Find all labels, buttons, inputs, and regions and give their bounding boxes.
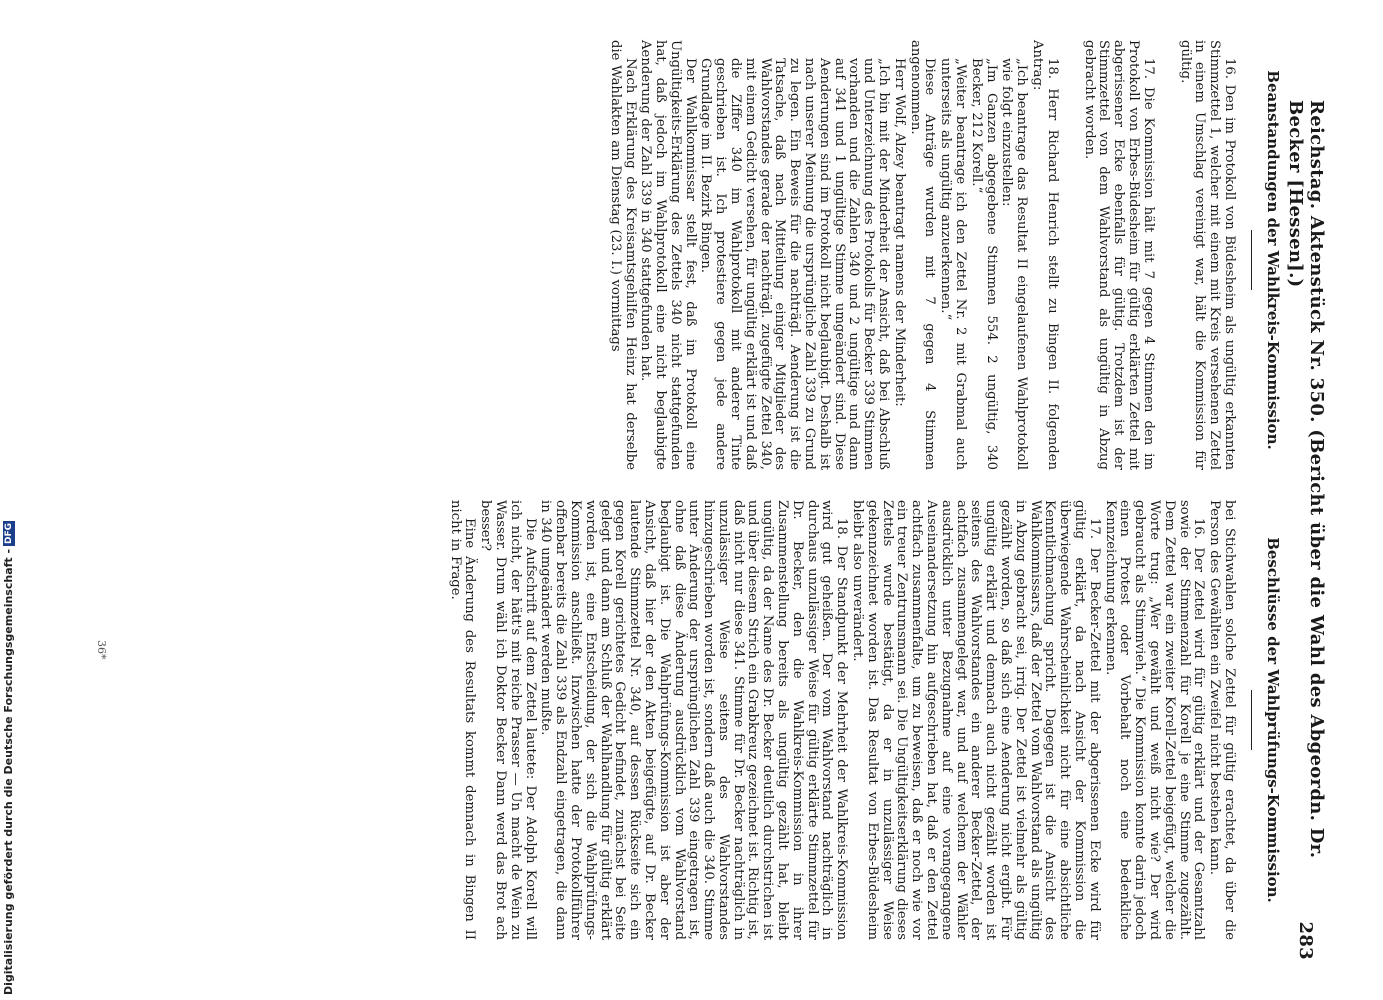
dfg-logo: DFG (4, 522, 14, 544)
paragraph: 18. Der Standpunkt der Mehrheit der Wahlkreis-Kommission wird gut geheißen. Der vom Wahlvorstand nachträglich in durchaus unzulässiger Weise für gültig erklärte Stimmzettel für Dr. Becker, den die Wahlkreis-Kommission in ihrer Zusammenstellung bereits als ungültig gezählt hat, bleibt ungültig, da der Name des Dr. Becker deutlich durchstrichen ist und über diesem Strich ein Grabkreuz gezeichnet ist. Richtig ist, daß nicht nur diese 341. Stimme für Dr. Becker nachträglich in unzulässiger Weise seitens des Wahlvorstandes hinzugeschrieben worden ist, sondern daß auch die 340. Stimme unter Änderung der ursprünglichen Zahl 339 eingetragen ist, ohne daß diese Änderung ausdrücklich vom Wahlvorstand beglaubigt ist. Die Wahlprüfungs-Kommission ist aber der Ansicht, daß hier der den Akten beigefügte, auf Dr. Becker lautende Stimmzettel Nr. 340, auf dessen Rückseite sich ein gegen Korell gerichtetes Gedicht befindet, zunächst bei Seite gelegt und dann am Schluß der Wahlhandlung für gültig erklärt worden ist, eine Entscheidung, der sich die Wahlprüfungs-Kommission anschließt. Inzwischen hatte der Protokollführer offenbar bereits die Zahl 339 als Endzahl eingetragen, die dann in 340 umgeändert werden mußte. (538, 500, 850, 940)
right-column (447, 500, 1236, 940)
paragraph: „Ich beantrage das Resultat II eingelaufenen Wahlprotokoll wie folgt einzustellen: (999, 58, 1030, 470)
paragraph: Nach Erklärung des Kreisamtsgehilfen Heinz hat derselbe die Wahlakten am Dienstag (23. I.) vormittags (607, 40, 638, 470)
paragraph: bei Stichwahlen solche Zettel für gültig erachtet, da über die Person des Gewählten ein Zweifel nicht bestehen kann. (1207, 500, 1237, 940)
signature-mark: 36* (95, 640, 108, 660)
document-page (35, 40, 1327, 1000)
left-heading-rule (1251, 230, 1252, 290)
page-title: Reichstag. Aktenstück Nr. 350. (Bericht über die Wahl des Abgeordn. Dr. Becker [Hessen].) (1285, 100, 1327, 859)
paragraph: Eine Änderung des Resultats kommt demnach in Bingen II nicht in Frage. (447, 500, 478, 940)
paragraph: Herr Wolf, Alzey beantragt namens der Minderheit: (891, 58, 907, 407)
page-header (1285, 100, 1327, 960)
paragraph: 18. Herr Richard Henrich stellt zu Bingen II. folgenden Antrag: (1030, 40, 1060, 470)
paragraph: Der Wahlkommissar stellt fest, daß im Protokoll eine Ungültigkeits-Erklärung des Zettels 340 nicht stattgefunden hat, daß jedoch im Wahlprotokoll eine nicht beglaubigte Aenderung der Zahl 339 in 340 stattgefunden hat. (638, 40, 698, 470)
right-column-heading: Beschlüsse der Wahlprüfungs-Kommission. (1264, 537, 1282, 903)
paragraph: Diese Anträge wurden mit 7 gegen 4 Stimmen angenommen. (907, 40, 938, 470)
paragraph: „Ich bin mit der Minderheit der Ansicht, daß bei Abschluß und Unterzeichnung des Protokolls für Becker 339 Stimmen vorhanden und die Zahlen 340 und 2 ungültige und dann auf 341 und 1 ungültige Stimme umgeändert sind. Diese Aenderungen sind im Protokoll nicht beglaubigt. Deshalb ist nach unserer Meinung die ursprüngliche Zahl 339 zu Grund zu legen. Ein Beweis für die nachträgl. Aenderung ist die Tatsache, daß nach Mitteilung einiger Mitglieder des Wahlvorstandes gerade der nachträgl. zugefügte Zettel 340, mit einem Gedicht versehen, für ungültig erklärt ist und daß die Ziffer 340 im Wahlprotokoll mit anderer Tinte geschrieben ist. Ich protestiere gegen jede andere Grundlage im II. Bezirk Bingen. (698, 58, 892, 470)
right-heading-rule (1251, 690, 1252, 750)
paragraph: Die Aufschrift auf dem Zettel lautete: Der Adolph Korell will ich nicht, der hätt's mit reiche Prasser — Un macht de Wein zu Wasser. Drum wähl ich Doktor Becker Dann werd das Brot ach besser? (478, 500, 538, 940)
paragraph: 16. Den im Protokoll von Büdesheim als ungültig erkannten Stimmzettel 1, welcher mit einem mit Kreis versehenen Zettel in einem Umschlag vereinigt war, hält die Kommission für gültig. (1177, 40, 1237, 470)
digitization-credit-sidebar (2, 0, 18, 1000)
paragraph: „Weiter beantrage ich den Zettel Nr. 2 mit Grabmal auch unterseits als ungültig anzuerkennen.“ (938, 58, 969, 470)
paragraph: „Im Ganzen abgegebene Stimmen 554. 2 ungültig, 340 Becker, 212 Korell.“ (968, 58, 999, 470)
paragraph: 16. Der Zettel wird für gültig erklärt und der Gesamtzahl sowie der Stimmenzahl für Korell je eine Stimme zugezählt. Dem Zettel war ein zweiter Korell-Zettel beigefügt, welcher die Worte trug: „Wer gewählt und weiß nicht wie? Der wird gebraucht als Stimmvieh.“ Die Kommission konnte darin jedoch einen Protest oder Vorbehalt noch eine bedenkliche Kennzeichnung erkennen. (1102, 500, 1207, 940)
paragraph: 17. Die Kommission hält mit 7 gegen 4 Stimmen den im Protokoll von Erbes-Büdesheim für gültig erklärten Zettel mit abgerissener Ecke ebenfalls für gültig. Trotzdem ist der Stimmzettel von dem Wahlvorstand als ungültig in Abzug gebracht worden. (1081, 40, 1156, 470)
left-column-heading: Beanstandungen der Wahlkreis-Kommission. (1264, 70, 1282, 450)
paragraph: 17. Der Becker-Zettel mit der abgerissenen Ecke wird für gültig erklärt, da nach Ansicht der Kommission die überwiegende Wahrscheinlichkeit nicht für eine absichtliche Kenntlichmachung spricht. Dagegen ist die Ansicht des Wahlkommissars, daß der Zettel vom Wahlvorstand als ungültig in Abzug gebracht sei, irrig. Der Zettel ist vielmehr als gültig gezählt worden, so daß sich eine Aenderung nicht ergibt. Für ungültig erklärt und demnach auch nicht gezählt worden ist seitens des Wahlvorstandes ein anderer Becker-Zettel, der achtfach zusammengelegt war, und auf welchem der Wähler ausdrücklich unter Bezugnahme auf eine vorangegangene Auseinandersetzung hin aufgeschrieben hat, daß er den Zettel achtfach zusammenfalte, um zu beweisen, daß er noch wie vor ein treuer Zentrumsmann sei. Die Ungültigkeitserklärung dieses Zettels wurde bestätigt, da er in unzulässiger Weise gekennzeichnet worden ist. Das Resultat von Erbes-Büdesheim bleibt also unverändert. (850, 500, 1102, 940)
page-number: 283 (1295, 921, 1317, 960)
left-column (607, 40, 1236, 470)
credit-text: Digitalisierung gefördert durch die Deutsche Forschungsgemeinschaft - (2, 548, 15, 995)
